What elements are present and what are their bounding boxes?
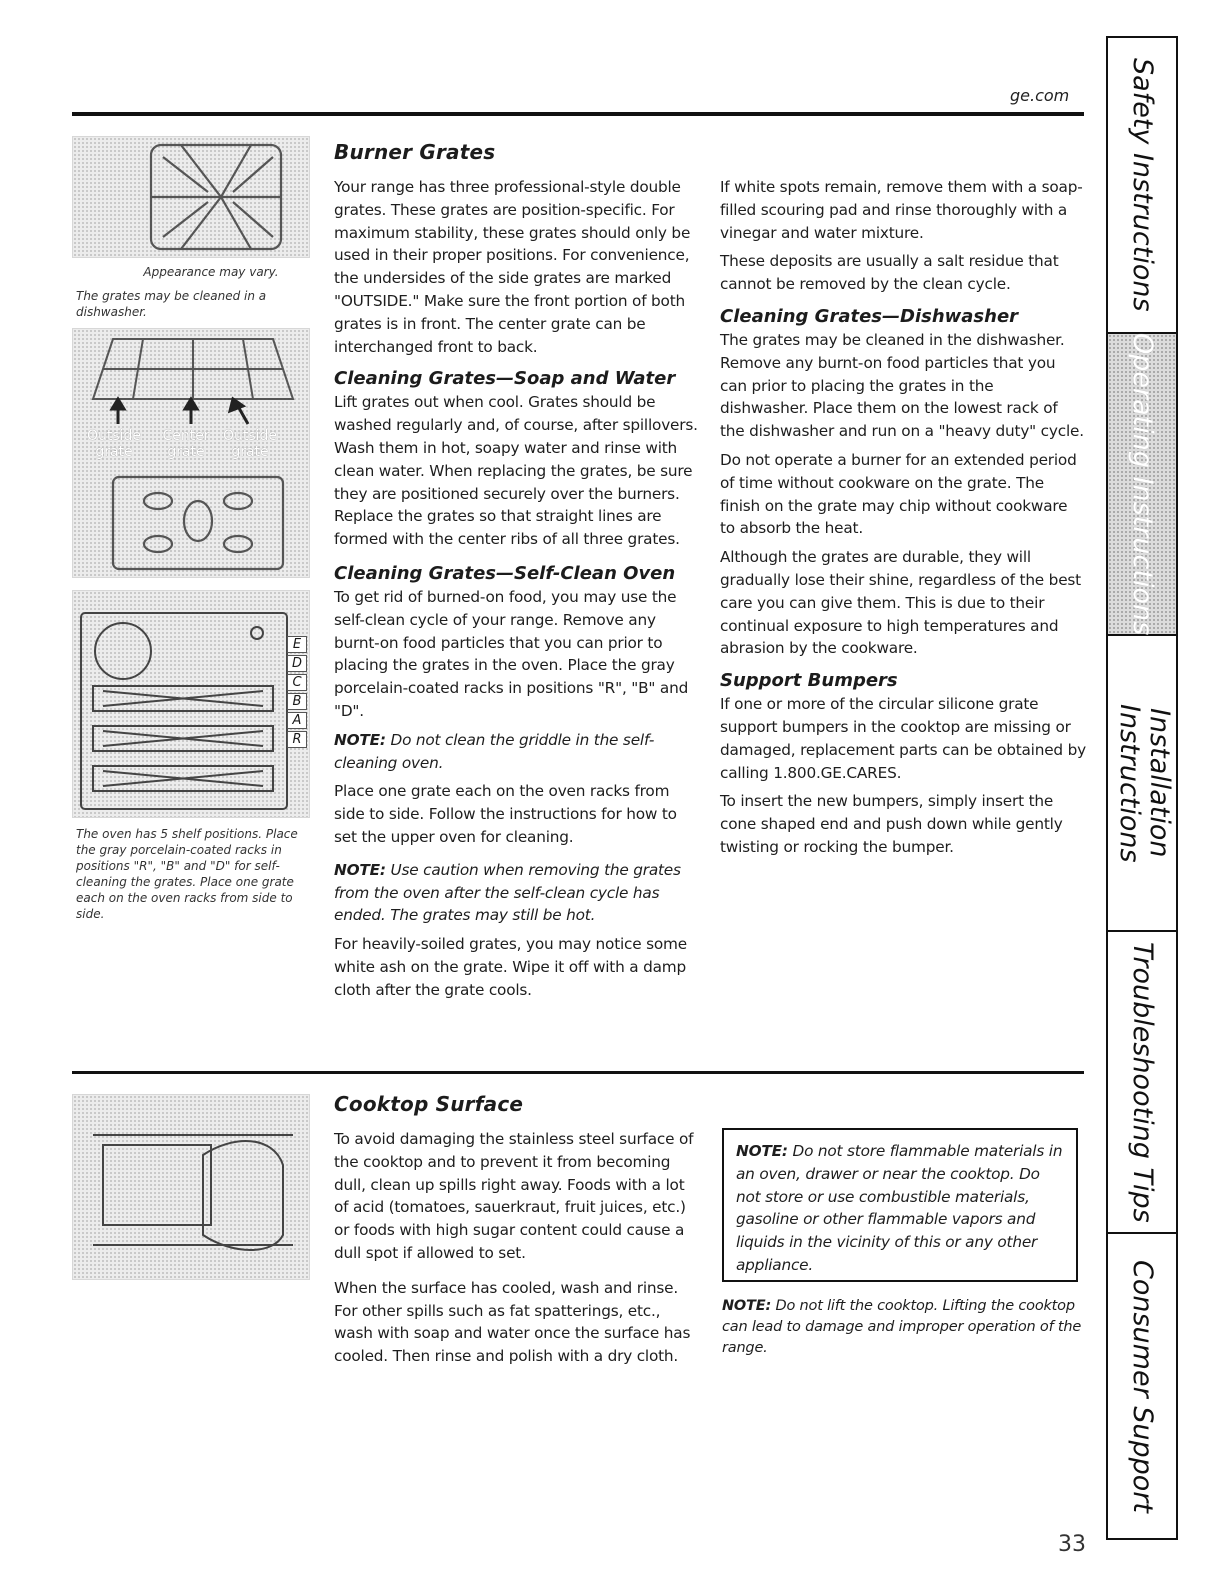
- tab-safety-label: Safety Instructions: [1127, 58, 1158, 312]
- grate-caption-appearance: Appearance may vary.: [143, 265, 279, 279]
- callout-outside-left: Outside grate: [86, 428, 142, 460]
- white-ash-text: For heavily-soiled grates, you may notice some white ash on the grate. Wipe it off with a damp cloth after the grate cools.: [334, 935, 687, 999]
- tab-consumer-label: Consumer Support: [1127, 1259, 1158, 1513]
- shelf-label-a: A: [287, 712, 307, 729]
- cooktop-rule: [72, 1071, 1084, 1074]
- flammable-note-label: NOTE:: [736, 1142, 788, 1160]
- griddle-note-text: Do not clean the griddle in the self-cleaning oven.: [334, 730, 655, 772]
- tab-operating-label: Operating Instructions: [1127, 332, 1158, 636]
- tab-consumer-support[interactable]: [1108, 1234, 1176, 1538]
- lift-cooktop-note-text: Do not lift the cooktop. Lifting the cooktop can lead to damage and improper operation of the range.: [722, 1298, 1082, 1356]
- tab-operating-instructions[interactable]: [1108, 334, 1176, 636]
- bumpers-text-1: If one or more of the circular silicone grate support bumpers in the cooktop are missing or damaged, replacement parts can be obtained by calling 1.800.GE.CARES.: [720, 695, 1086, 782]
- caution-note-text: Use caution when removing the grates from the oven after the self-clean cycle has ended. The grates may still be hot.: [334, 860, 681, 925]
- white-spots-text: If white spots remain, remove them with a soap-filled scouring pad and rinse thoroughly with a vinegar and water mixture.: [720, 178, 1083, 242]
- oven-racks-image: [72, 590, 310, 818]
- middle-column: [334, 176, 698, 1002]
- place-grate-text: Place one grate each on the oven racks from side to side. Follow the instructions for how to set the upper oven for cleaning.: [334, 782, 677, 846]
- oven-caption: The oven has 5 shelf positions. Place the gray porcelain-coated racks in positions "R", "B" and "D" for self-cleaning the grates. Place one grate each on the oven racks from side to side.: [76, 827, 298, 921]
- lift-cooktop-note-label: NOTE:: [722, 1298, 772, 1314]
- dishwasher-text: The grates may be cleaned in the dishwasher. Remove any burnt-on food particles that you can prior to placing the grates in the dishwasher. Place them on the lowest rack of the dishwasher and run on a "heavy duty" cycle.: [720, 330, 1084, 441]
- callout-outside-right: Outside grate: [222, 428, 278, 460]
- tab-troubleshooting-tips[interactable]: [1108, 932, 1176, 1234]
- griddle-note-label: NOTE:: [334, 730, 386, 749]
- flammable-note: [736, 1140, 1064, 1277]
- tab-installation-label: Installation Instructions: [1114, 703, 1175, 863]
- shelf-position-labels: [287, 636, 307, 748]
- bumpers-text-2: To insert the new bumpers, simply insert the cone shaped end and push down while gently twisting or rocking the bumper.: [720, 792, 1063, 856]
- caution-note-label: NOTE:: [334, 860, 386, 879]
- shelf-label-b: B: [287, 693, 307, 710]
- flammable-note-box: [722, 1128, 1078, 1282]
- soap-water-title: Cleaning Grates—Soap and Water: [334, 368, 676, 390]
- site-url: ge.com: [1010, 86, 1070, 105]
- tab-troubleshooting-label: Troubleshooting Tips: [1127, 941, 1158, 1223]
- right-column: [720, 176, 1086, 859]
- burner-grates-intro: Your range has three professional-style double grates. These grates are position-specific. For maximum stability, these grates should only be used in their proper positions. For convenience, the undersides of the side grates are marked "OUTSIDE." Make sure the front portion of both grates is in front. The center grate can be interchanged front to back.: [334, 178, 691, 356]
- shelf-label-r: R: [287, 731, 307, 748]
- grate-image: [72, 136, 310, 258]
- lift-cooktop-note-wrap: [722, 1296, 1084, 1359]
- deposits-text: These deposits are usually a salt residue that cannot be removed by the clean cycle.: [720, 252, 1059, 294]
- shelf-label-d: D: [287, 655, 307, 672]
- flammable-note-text: Do not store flammable materials in an oven, drawer or near the cooktop. Do not store or use combustible materials, gasoline or other flammable vapors and liquids in the vicinity of this or any other appliance.: [736, 1142, 1063, 1274]
- tab-safety-instructions[interactable]: [1108, 38, 1176, 334]
- self-clean-text: To get rid of burned-on food, you may use the self-clean cycle of your range. Remove any burnt-on food particles that you can prior to placing the grates in the oven. Place the gray porcelain-coated racks in positions "R", "B" and "D".: [334, 587, 689, 720]
- shelf-label-e: E: [287, 636, 307, 653]
- grate-caption-dishwasher: The grates may be cleaned in a dishwasher.: [76, 289, 267, 319]
- tab-installation-instructions[interactable]: [1108, 636, 1176, 932]
- burner-grates-title: Burner Grates: [334, 140, 496, 164]
- shelf-label-c: C: [287, 674, 307, 691]
- cooktop-text-1: To avoid damaging the stainless steel surface of the cooktop and to prevent it from becoming dull, clean up spills right away. Foods with a lot of acid (tomatoes, sauerkraut, fruit juices, etc.) or foods with high sugar content could cause a dull spot if allowed to set.: [334, 1130, 694, 1262]
- cooktop-text-2: When the surface has cooled, wash and rinse. For other spills such as fat spatterings, etc., wash with soap and water once the surface has cooled. Then rinse and polish with a dry cloth.: [334, 1278, 691, 1366]
- caution-note: [334, 859, 698, 927]
- dishwasher-title: Cleaning Grates—Dishwasher: [720, 305, 1019, 327]
- durable-text: Although the grates are durable, they will gradually lose their shine, regardless of the best care you can give them. This is due to their continual exposure to high temperatures and abrasion by the cookware.: [720, 548, 1081, 658]
- header-rule: [72, 112, 1084, 116]
- support-bumpers-title: Support Bumpers: [720, 670, 898, 692]
- operate-burner-text: Do not operate a burner for an extended period of time without cookware on the grate. The finish on the grate may chip without cookware to absorb the heat.: [720, 450, 1077, 538]
- cooktop-surface-title: Cooktop Surface: [334, 1092, 524, 1116]
- page-number: 33: [1058, 1532, 1086, 1557]
- cooktop-middle-column: [334, 1128, 698, 1368]
- soap-water-text: Lift grates out when cool. Grates should be washed regularly and, of course, after spillovers. Wash them in hot, soapy water and rinse with clean water. When replacing the grates, be sure they are positioned securely over the burners. Replace the grates so that straight lines are formed with the center ribs of all three grates.: [334, 393, 698, 549]
- self-clean-title: Cleaning Grates—Self-Clean Oven: [334, 562, 676, 584]
- griddle-note: [334, 729, 698, 775]
- lift-cooktop-note: [722, 1296, 1084, 1359]
- cooktop-surface-image: [72, 1094, 310, 1280]
- callout-center: Center grate: [162, 428, 210, 460]
